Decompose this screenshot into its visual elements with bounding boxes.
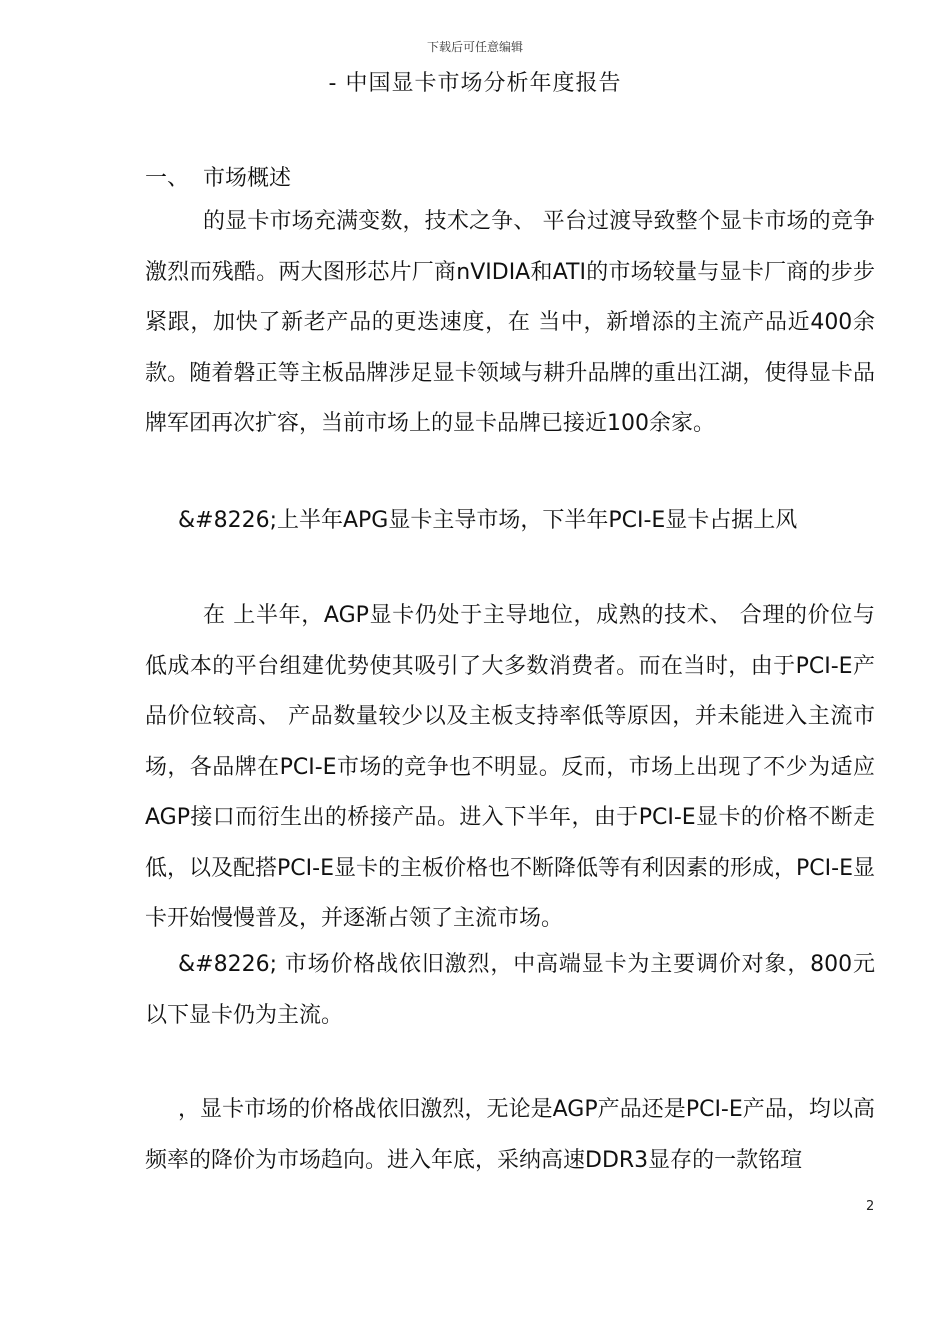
header-note: 下载后可任意编辑: [426, 40, 523, 54]
section-number: 一、: [145, 166, 190, 191]
section-title: 市场概述: [203, 166, 292, 191]
paragraph-price-war: ，显卡市场的价格战依旧激烈，无论是AGP产品还是PCI-E产品，均以高频率的降价为市场趋向。进入年底，采纳高速DDR3显存的一款铭瑄: [145, 1097, 875, 1173]
bullet-heading-agp-pcie: &#8226;上半年APG显卡主导市场，下半年PCI-E显卡占据上风: [178, 508, 798, 533]
document-title: - 中国显卡市场分析年度报告: [328, 71, 622, 96]
paragraph-market-overview: 的显卡市场充满变数，技术之争、 平台过渡导致整个显卡市场的竞争激烈而残酷。两大图形芯片厂商nVIDIA和ATI的市场较量与显卡厂商的步步紧跟，加快了新老产品的更迭速度，在 当中，新增添的主流产品近400余款。随着磐正等主板品牌涉足显卡领域与耕升品牌的重出江湖，使得显卡品牌军团再次扩容，当前市场上的显卡品牌已接近100余家。: [145, 209, 875, 436]
bullet-paragraph-price-war: &#8226; 市场价格战依旧激烈，中高端显卡为主要调价对象，800元以下显卡仍为主流。: [145, 952, 875, 1028]
paragraph-agp-pcie: 在 上半年，AGP显卡仍处于主导地位，成熟的技术、 合理的价位与低成本的平台组建优势使其吸引了大多数消费者。而在当时，由于PCI-E产品价位较高、 产品数量较少以及主板支持率低等原因，并未能进入主流市场，各品牌在PCI-E市场的竞争也不明显。反而，市场上出现了不少为适应AGP接口而衍生出的桥接产品。进入下半年，由于PCI-E显卡的价格不断走低，以及配搭PCI-E显卡的主板价格也不断降低等有利因素的形成，PCI-E显卡开始慢慢普及，并逐渐占领了主流市场。: [145, 603, 875, 931]
page-number: 2: [866, 1199, 875, 1214]
section-heading: [145, 161, 291, 192]
